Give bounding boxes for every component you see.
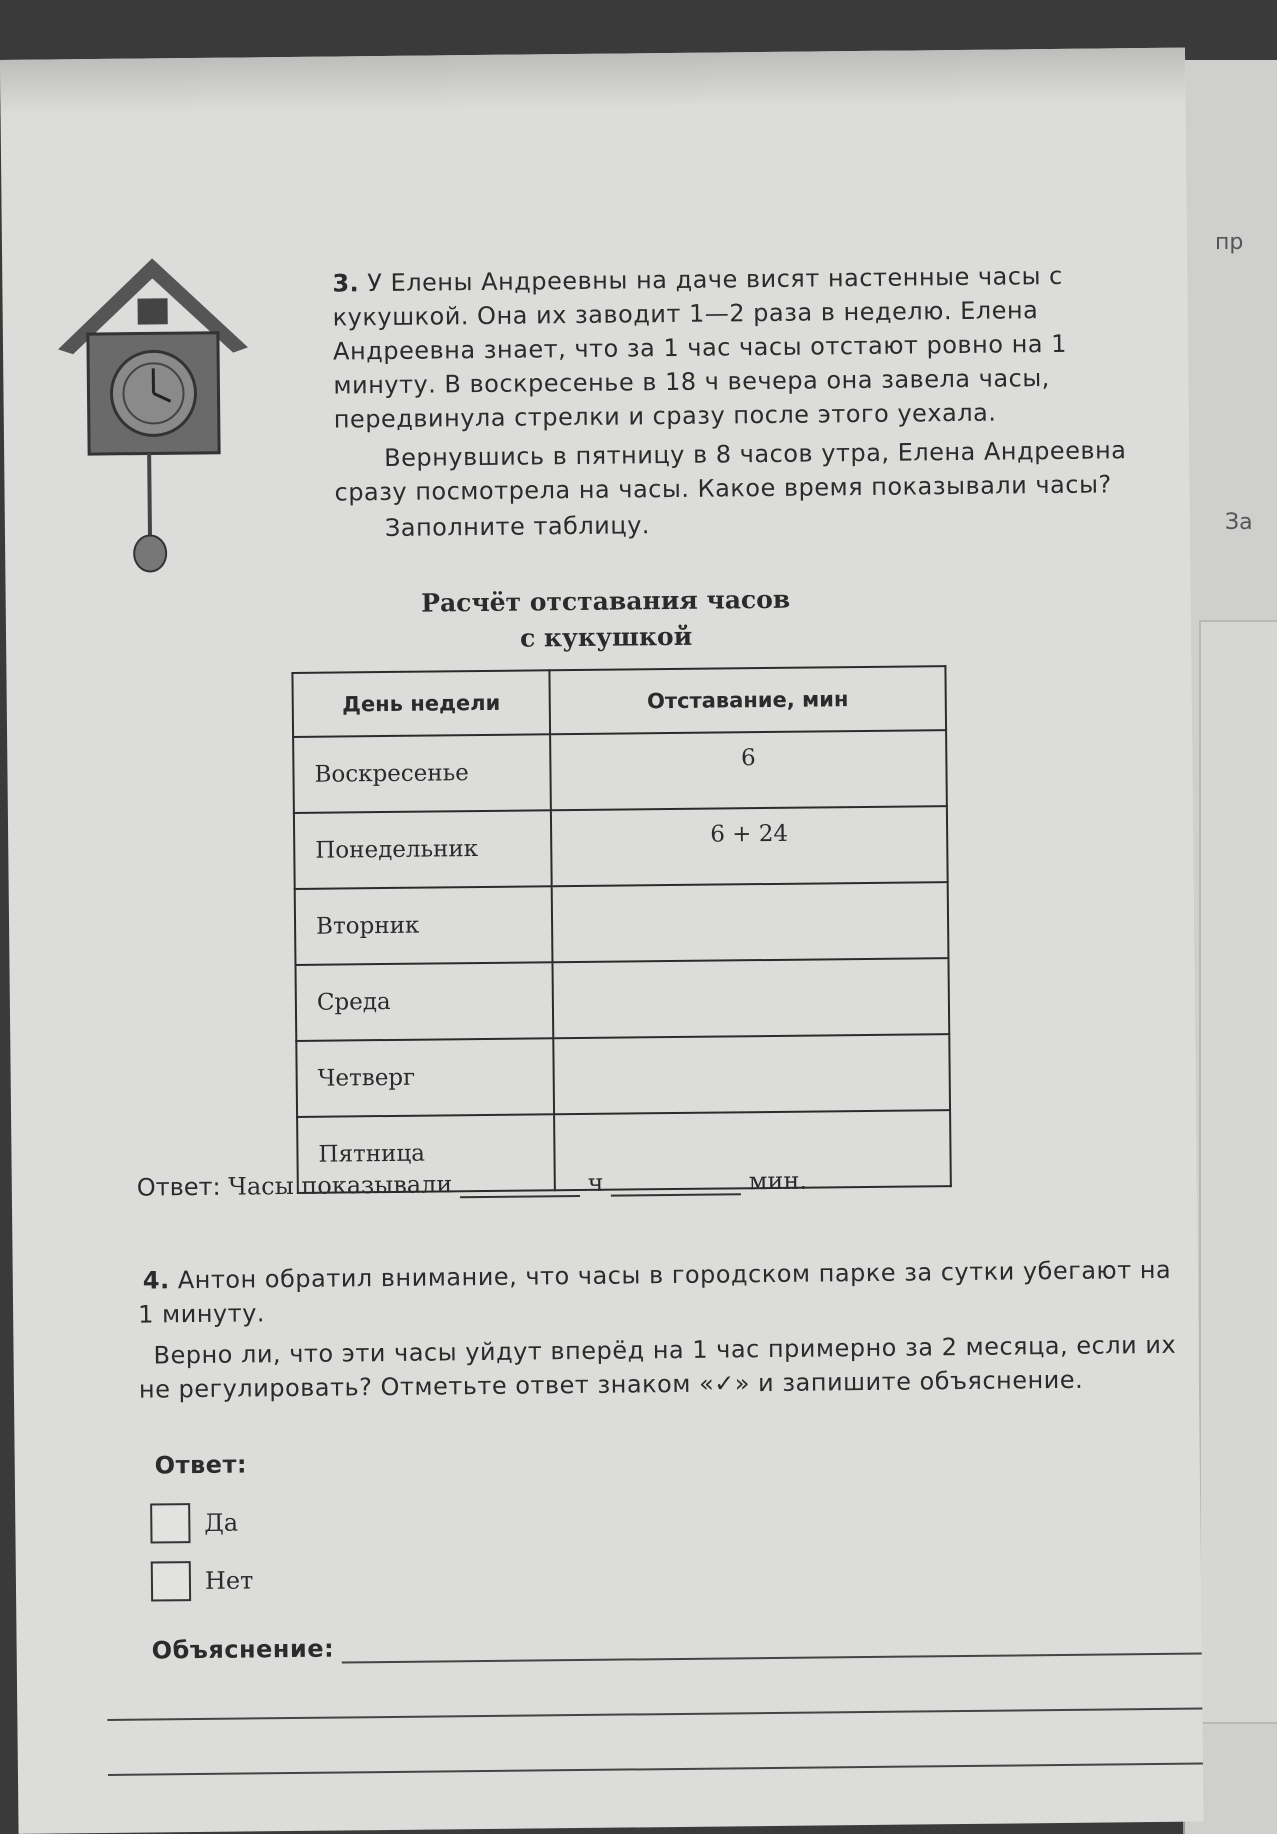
option-no[interactable] xyxy=(151,1560,254,1601)
checkbox-no[interactable] xyxy=(151,1561,191,1601)
day-cell: Пятница xyxy=(297,1114,555,1193)
option-no-label: Нет xyxy=(204,1566,254,1595)
task-4-answer-label: Ответ: xyxy=(154,1450,248,1480)
day-cell: Воскресенье xyxy=(293,734,551,813)
day-cell: Среда xyxy=(295,962,553,1041)
table-row xyxy=(295,882,949,965)
adjacent-page-box xyxy=(1199,620,1277,1724)
hours-unit: ч xyxy=(587,1168,604,1197)
clock-lag-table xyxy=(291,665,951,1194)
task-3-paragraph-1: У Елены Андреевны на даче висят настенные часы с кукушкой. Она их заводит 1—2 раза в неделю. Елена Андреевна знает, что за 1 час часы отстают ровно на 1 минуту. В воскресенье в 18 ч вечера она завела часы, передвинула стрелки и сразу после этого уехала. xyxy=(332,261,1068,434)
task-3-text xyxy=(332,258,1154,437)
column-header-lag: Отставание, мин xyxy=(549,666,946,734)
task-4-text xyxy=(138,1253,1189,1332)
hours-blank[interactable] xyxy=(460,1169,580,1198)
task-4-paragraph-2: Верно ли, что эти часы уйдут вперёд на 1 час примерно за 2 месяца, если их не регулировать? Отметьте ответ знаком «✓» и запишите объяснение. xyxy=(138,1330,1177,1404)
answer-text: Часы показывали xyxy=(228,1170,453,1201)
table-title xyxy=(386,581,827,658)
table-row xyxy=(293,730,947,813)
task-4-number: 4. xyxy=(142,1266,170,1295)
explanation-label: Объяснение: xyxy=(151,1634,335,1665)
task-3-paragraph-3: Заполните таблицу. xyxy=(384,511,651,542)
answer-label: Ответ: xyxy=(136,1172,221,1202)
minutes-blank[interactable] xyxy=(611,1167,741,1196)
day-cell: Понедельник xyxy=(294,810,552,889)
task-4-paragraph-1: Антон обратил внимание, что часы в городском парке за сутки убегают на 1 минуту. xyxy=(137,1255,1172,1329)
lag-cell[interactable] xyxy=(553,1034,950,1114)
adjacent-page-text: За xyxy=(1225,510,1253,535)
task-3-answer xyxy=(137,1167,808,1202)
day-cell: Четверг xyxy=(296,1038,554,1117)
table-row xyxy=(294,806,948,889)
explanation-line-3[interactable] xyxy=(108,1762,1203,1775)
cuckoo-clock-illustration xyxy=(47,252,260,574)
column-header-day: День недели xyxy=(292,670,550,737)
day-cell: Вторник xyxy=(295,886,553,965)
checkbox-yes[interactable] xyxy=(150,1503,190,1543)
task-3-number: 3. xyxy=(332,269,360,298)
option-yes[interactable] xyxy=(150,1503,238,1544)
explanation-line-2[interactable] xyxy=(107,1707,1202,1720)
lag-cell[interactable]: 6 xyxy=(550,730,947,810)
option-yes-label: Да xyxy=(204,1508,239,1537)
table-row xyxy=(295,958,949,1041)
explanation-line-1[interactable] xyxy=(342,1653,1202,1664)
lag-cell[interactable] xyxy=(552,882,949,962)
task-3-paragraph-2: Вернувшись в пятницу в 8 часов утра, Елена Андреевна сразу посмотрела на часы. Какое время показывали часы? xyxy=(334,436,1127,507)
workbook-page xyxy=(0,48,1204,1834)
table-row xyxy=(296,1034,950,1117)
lag-cell[interactable]: 6 + 24 xyxy=(551,806,948,886)
table-title-line-2: с кукушкой xyxy=(519,621,693,653)
lag-cell[interactable] xyxy=(552,958,949,1038)
minutes-unit: мин. xyxy=(748,1166,808,1196)
table-title-line-1: Расчёт отставания часов xyxy=(421,584,791,618)
table-header-row xyxy=(292,666,946,737)
adjacent-page-text: пр xyxy=(1215,230,1244,255)
